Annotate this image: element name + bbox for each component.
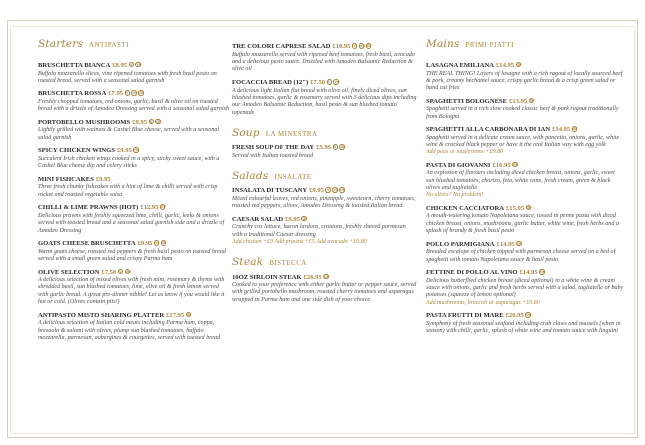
menu-item-heading (38, 240, 230, 249)
menu-item-price: £7.50 (101, 268, 117, 276)
menu-item-heading (38, 312, 230, 321)
menu-item-price: £14.95 (496, 240, 515, 248)
menu-item-heading (232, 43, 417, 52)
menu-item-name: TRE COLORI CAPRESE SALAD (232, 43, 331, 51)
menu-item-heading (426, 269, 624, 278)
menu-item-price: £9.95 (309, 187, 324, 195)
menu-item-price: £14.95 (519, 269, 538, 277)
dietary-badge-icon: GF (161, 205, 167, 210)
dietary-badge-icon: V (149, 119, 153, 124)
menu-item (38, 312, 230, 342)
menu-item-price: £9.95 (116, 147, 132, 155)
menu-item (426, 312, 624, 335)
dietary-badge-icon: V (326, 188, 330, 193)
dietary-badge-icon: V (155, 241, 158, 246)
starters-subtitle: ANTIPASTI (89, 42, 130, 49)
menu-item-name: FRESH SOUP OF THE DAY (232, 144, 315, 152)
menu-item-description: Spaghetti served in a delicate cream sauce, with pancetta, onions, garlic, white wine & cracked black pepper or have it the real Italian way with egg yolk (426, 134, 620, 149)
menu-item-heading (38, 269, 230, 278)
menu-item-name: SPICY CHICKEN WINGS (38, 147, 115, 155)
menu-item (232, 216, 417, 246)
menu-item-name: ANTIPASTO MISTO SHARING PLATTER (38, 311, 165, 319)
menu-item-price: £16.95 (492, 161, 511, 169)
menu-item (426, 126, 624, 156)
menu-item-price: £9.95 (285, 215, 300, 223)
menu-item (38, 90, 230, 113)
menu-item (426, 205, 624, 235)
menu-item (232, 274, 417, 304)
menu-item-description: Delicious butterflied chicken breast (diced optional) in a white wine & cream sauce with onions, garlic and fresh herbs served with a salad, tagliatelle or baby potatoes (squeeze of lemon optional) (426, 277, 624, 299)
menu-item-heading (38, 90, 230, 99)
section-mains-heading (426, 38, 624, 50)
dietary-badge-icon: VG (333, 188, 339, 193)
dietary-badge-icon: GF (366, 44, 372, 49)
menu-item-heading (232, 187, 417, 196)
menu-item-name: PASTA FRUTTI DI MARE (426, 312, 504, 320)
dietary-badge-icon: V (130, 63, 133, 67)
menu-item-price: £5.95 (316, 144, 332, 152)
dietary-badge-icon: GF (134, 148, 140, 153)
menu-item-description: Buffalo mozzarella served with ripened beef tomatoes, fresh basil, avocado and a delicious pesto sauce. Drizzled with Amodeo Balsamic Reduction & olive oil (232, 51, 415, 73)
menu-item-price: £13.95 (509, 97, 528, 105)
menu-item (38, 204, 230, 234)
menu-item-price: £20.95 (505, 312, 524, 320)
soup-subtitle: LA MINESTRA (265, 130, 318, 138)
menu-item (38, 269, 230, 307)
menu-item-description: Warm goats cheese, roasted red peppers & fresh basil pesto on toasted bread served with a small green salad and crispy Parma ham (38, 248, 226, 262)
section-salads-heading (232, 170, 417, 182)
menu-item (38, 176, 230, 199)
dietary-badge-icon: GF (572, 127, 578, 132)
menu-item-heading (426, 62, 624, 71)
menu-item-name: LASAGNA EMILIANA (426, 62, 494, 69)
menu-item-heading (232, 79, 417, 88)
menu-item-description: Served with Italian toasted bread (232, 152, 314, 159)
menu-item-price: £15.95 (505, 204, 525, 212)
dietary-badge-icon: GF (540, 270, 546, 275)
menu-item-name: FETTINE DI POLLO AL VINO (426, 269, 518, 277)
menu-item-price: £7.95 (108, 90, 124, 98)
dietary-badge-icon: V (353, 44, 356, 49)
menu-item-description: Buffalo mozzarella slices, vine ripened tomatoes with fresh basil pesto on toasted bread, served with a seasonal salad garnish (38, 70, 217, 84)
menu-item-price: £9.95 (95, 175, 111, 183)
section-soup-heading (232, 127, 417, 139)
menu-item-description: A delicious selection of mixed olives with fresh mint, rosemary & thyme with shredded basil, sun blushed tomatoes, lime, olive oil & fresh lemon served with garlic bread. A great pre-dinner nibble! Let us know if you would like it hot or cold. (Olives contain pits!) (38, 277, 225, 306)
menu-item-heading (232, 274, 417, 283)
menu-item-heading (426, 126, 624, 135)
dietary-badge-icon: GF (513, 162, 519, 167)
dietary-badge-icon: GF (156, 119, 162, 124)
menu-item-price: £14.95 (552, 126, 571, 134)
dietary-badge-icon: GF (517, 241, 523, 246)
dietary-badge-icon: VG (132, 91, 138, 96)
menu-item-name: BRUSCHETTA BIANCA (38, 62, 111, 69)
menu-item-name: MINI FISHCAKES (38, 175, 94, 183)
menu-item-price: £10.95 (332, 43, 351, 51)
menu-item (38, 119, 230, 142)
section-steak-heading (232, 256, 417, 268)
menu-item-heading (426, 205, 624, 214)
menu-item-name: SPAGHETTI ALLA CARBONARA DI IAN (426, 126, 551, 134)
menu-item (232, 144, 417, 160)
dietary-badge-icon: V (328, 80, 331, 85)
menu-item-price: £26.95 (303, 273, 322, 281)
menu-item-description: Lightly grilled with walnuts & Cashel Blue cheese, served with a seasonal salad garnish (38, 127, 220, 141)
menu-item-description: Succulent Irish chicken wings cooked in a spicy, sticky sweet sauce, with a Cashel Blue cheese dip and celery sticks (38, 155, 220, 170)
salads-subtitle: INSALATE (274, 174, 312, 182)
menu-item-description: A delicious selection of Italian cold meats including Parma ham, coppa, bresaola & salami with olives, plump sun blushed tomatoes, buffalo mozzarella, parmesan, aubergines & courgettes, served with toasted bread (38, 320, 221, 341)
menu-item (232, 79, 417, 117)
menu-item-extra: Add peas or mushrooms +£0.80 (426, 149, 503, 156)
menu-item-heading (232, 144, 417, 153)
menu-item-name: OLIVE SELECTION (38, 268, 100, 276)
dietary-badge-icon: VG (125, 269, 131, 274)
dietary-badge-icon: GF (340, 145, 346, 150)
menu-item-heading (38, 62, 230, 71)
menu-item-name: GOATS CHEESE BRUSCHETTA (38, 240, 136, 248)
menu-item-price: £14.95 (495, 62, 515, 69)
menu-item-name: PASTA DI GIOVANNI (426, 161, 491, 169)
menu-item-price: £7.50 (310, 79, 326, 87)
menu-item-name: FOCACCIA BREAD (12") (232, 79, 309, 87)
menu-item-price: £9.95 (137, 240, 153, 248)
menu-item-description: Symphony of fresh seasonal seafood including crab claws and mussels (when in season) with chilli, garlic, splash of white wine and tomato sauce with linguini (426, 320, 621, 334)
menu-item-name: 10OZ SIRLOIN STEAK (232, 273, 302, 281)
menu-item-description: Breaded escalope of chicken topped with parmesan cheese served on a bed of spaghetti with tomato Napoletana sauce & basil pesto (426, 249, 616, 263)
column-mains (426, 38, 624, 335)
menu-item-extra: Add chicken +£3 Add prawns +£5 Add avocado +£0.80 (232, 239, 367, 246)
menu-item-heading (426, 98, 624, 107)
menu-item (426, 241, 624, 264)
dietary-badge-icon: VG (136, 63, 142, 67)
menu-item-heading (426, 241, 624, 250)
dietary-badge-icon: GF (186, 312, 192, 317)
menu-item-extra: No olives? No problem! (426, 192, 484, 199)
dietary-badge-icon: VG (359, 44, 366, 49)
steak-title: Steak (232, 256, 264, 269)
menu-item (38, 147, 230, 170)
menu-item-description: Three fresh chunky fishcakes with a hint of lime & chilli served with crisp rocket and roasted vegetable salsa (38, 184, 218, 198)
menu-item-name: POLLO PARMIGIANA (426, 240, 495, 248)
dietary-badge-icon: GF (302, 216, 308, 221)
salads-title: Salads (232, 170, 269, 183)
menu-item-extra: Add mushrooms, broccoli or asparagus +£0.80 (426, 299, 540, 306)
menu-item-heading (426, 312, 624, 321)
dietary-badge-icon: GF (516, 63, 522, 67)
menu-item (426, 269, 624, 307)
menu-item-heading (38, 204, 230, 213)
menu-item-price: £17.95 (166, 311, 185, 319)
menu-item-heading (38, 147, 230, 156)
menu-item (232, 43, 417, 73)
dietary-badge-icon: GF (161, 241, 167, 246)
menu-item-description: An explosion of flavours including diced chicken breast, onions, garlic, sweet sun blushed tomatoes, chorizo, feta, white wine, fresh cream, green & black olives and tagliatelle (426, 170, 615, 192)
dietary-badge-icon: VG (334, 80, 340, 85)
dietary-badge-icon: GF (340, 188, 346, 193)
menu-item-name: BRUSCHETTA ROSSA (38, 90, 107, 98)
menu-item-name: PORTOBELLO MUSHROOMS (38, 118, 131, 126)
menu-item-name: SPAGHETTI BOLOGNESE (426, 97, 508, 105)
soup-title: Soup (232, 126, 260, 139)
column-starters (38, 38, 230, 342)
menu-item-description: A delicious light Italian flat bread with olive oil, finely diced olives, sun blushed tomatoes, garlic & rosemary served with 3 delicious dips including our Amodeo Balsamic Reduction, basil pesto & sun blushed tomato tapenade (232, 87, 417, 116)
dietary-badge-icon: V (119, 269, 122, 274)
dietary-badge-icon: GF (324, 274, 330, 279)
menu-item (232, 187, 417, 210)
menu-item-description: THE REAL THING! Layers of lasagne with a rich ragout of locally sourced beef & pork, creamy béchamel sauce, crispy garlic bread & a crisp green salad or hand cut fries (426, 70, 623, 92)
menu-item (426, 162, 624, 200)
dietary-badge-icon: GF (526, 313, 532, 318)
menu-item-price: £9.95 (132, 118, 147, 126)
dietary-badge-icon: GF (526, 205, 532, 210)
menu-item-description: Freshly chopped tomatoes, red onions, garlic, basil & olive oil on toasted bread with a drizzle of Amodeo Dressing served with a seasonal salad garnish (38, 98, 230, 113)
menu-item-name: CHICKEN CACCIATORA (426, 204, 504, 212)
menu-item-description: Spaghetti served in a rich slow cooked classic beef & pork ragout traditionally from Bologna (426, 106, 619, 120)
menu-item (426, 62, 624, 92)
menu-item-price: £8.95 (112, 62, 128, 69)
dietary-badge-icon: V (334, 145, 337, 150)
mains-subtitle: PRIMI PIATTI (465, 42, 515, 49)
menu-item (426, 98, 624, 121)
dietary-badge-icon: GF (139, 91, 145, 96)
menu-item-description: Cooked to your preference with either garlic butter or pepper sauce, served with grilled portobello mushroom, roasted cherry tomatoes and asparagus wrapped in Parma ham and one side dish of your choice (232, 282, 417, 303)
mains-title: Mains (426, 38, 460, 50)
dietary-badge-icon: V (126, 91, 129, 96)
menu-item-name: CAESAR SALAD (232, 215, 284, 223)
menu-item-description: A mouth-watering tomato Napoletana sauce, tossed in penne pasta with diced chicken breast, onions, mushrooms, garlic butter, white wine, fresh herbs and a splash of brandy & fresh basil pesto (426, 213, 619, 235)
menu-item (38, 62, 230, 85)
menu-item-name: CHILLI & LIME PRAWNS (HOT) (38, 204, 139, 212)
column-middle (232, 38, 417, 304)
menu-item-description: Mixed colourful leaves, red onions, pineapple, sweetcorn, cherry tomatoes, roasted red peppers, olives, Amodeo Dressing & toasted Italian bread (232, 195, 416, 210)
menu-item (38, 240, 230, 263)
menu-item-name: INSALATA DI TUSCANY (232, 187, 308, 195)
menu-item-heading (38, 119, 230, 128)
section-starters-heading (38, 38, 230, 50)
menu-item-description: Delicious prawns with freshly squeezed lime, chilli, garlic, leeks & onions served with toasted bread and a seasonal salad garnish side and a drizzle of Amodeo Dressing (38, 212, 225, 234)
starters-title: Starters (38, 38, 84, 50)
steak-subtitle: BISTECCA (269, 260, 307, 268)
menu-item-price: £12.95 (140, 204, 159, 212)
dietary-badge-icon: GF (529, 98, 535, 103)
menu-item-description: Crunchy cos lettuce, bacon lardons, croutons, freshly shaved parmesan with a traditional Caesar dressing (232, 224, 406, 238)
